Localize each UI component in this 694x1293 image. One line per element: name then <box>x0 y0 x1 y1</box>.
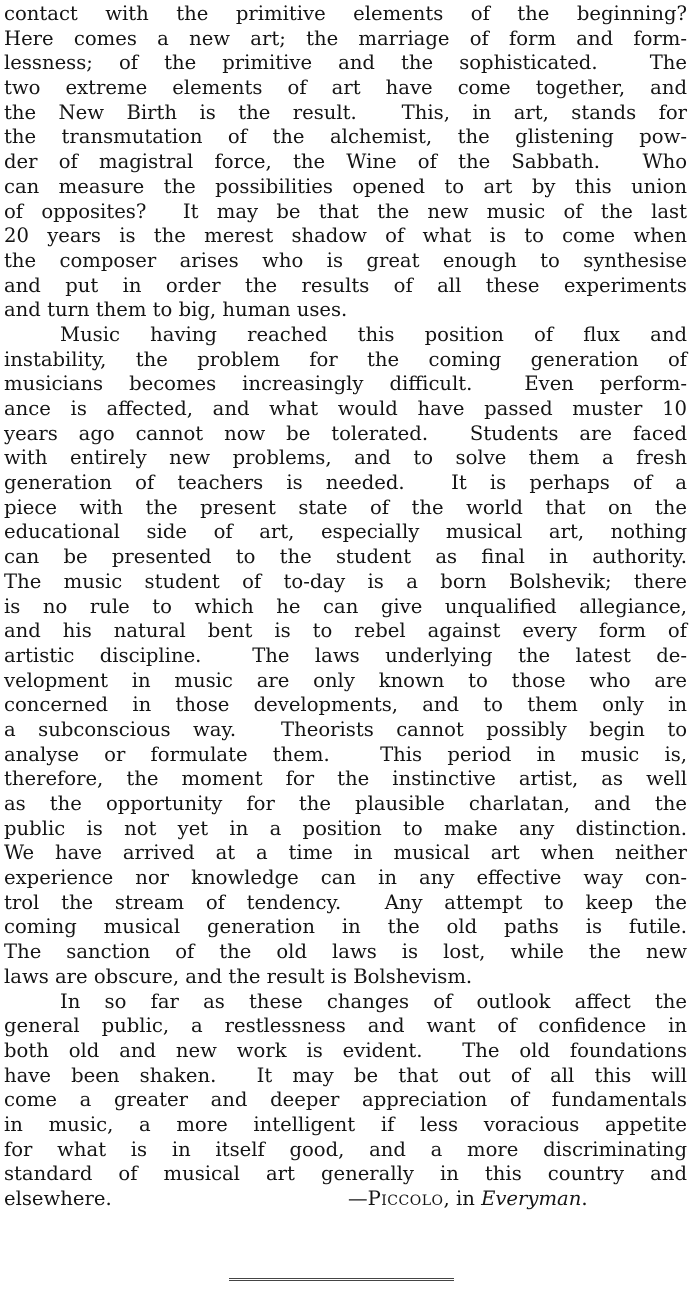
text-line: of opposites? It may be that the new music of the last <box>4 199 687 223</box>
text-line: and his natural bent is to rebel against every form of <box>4 619 687 643</box>
text-line: trol the stream of tendency. Any attempt to keep the <box>4 890 687 914</box>
text-line: velopment in music are only known to those who are <box>4 668 687 692</box>
text-line: generation of teachers is needed. It is perhaps of a <box>4 471 687 495</box>
text-line: general public, a restlessness and want of confidence in <box>4 1014 687 1038</box>
text-line: in music, a more intelligent if less voracious appetite <box>4 1112 687 1136</box>
text-line: musicians becomes increasingly difficult. Even perform- <box>4 372 687 396</box>
text-line: The sanction of the old laws is lost, while the new <box>4 940 687 964</box>
text-line: is no rule to which he can give unqualified allegiance, <box>4 594 687 618</box>
text-line: coming musical generation in the old paths is futile. <box>4 915 687 939</box>
text-line: the transmutation of the alchemist, the glistening pow- <box>4 125 687 149</box>
text-line: Music having reached this position of flux and <box>60 322 687 346</box>
closing-word: elsewhere. <box>4 1187 112 1210</box>
closing-line <box>4 1187 687 1212</box>
publication-name: Everyman <box>481 1187 582 1210</box>
text-line: The music student of to-day is a born Bolshevik; there <box>4 569 687 593</box>
text-line: piece with the present state of the world that on the <box>4 495 687 519</box>
text-line: a subconscious way. Theorists cannot possibly begin to <box>4 717 687 741</box>
text-line: come a greater and deeper appreciation of fundamentals <box>4 1088 687 1112</box>
attribution <box>348 1187 588 1212</box>
paragraph-2 <box>4 323 687 990</box>
text-line: can measure the possibilities opened to art by this union <box>4 174 687 198</box>
attribution-dash: — <box>348 1187 368 1210</box>
text-line: analyse or formulate them. This period in music is, <box>4 742 687 766</box>
text-line: therefore, the moment for the instinctive artist, as well <box>4 767 687 791</box>
text-line: ance is affected, and what would have passed muster 10 <box>4 397 687 420</box>
text-line: educational side of art, especially musical art, nothing <box>4 520 687 544</box>
text-line: 20 years is the merest shadow of what is to come when <box>4 224 687 248</box>
text-line: with entirely new problems, and to solve them a fresh <box>4 446 687 470</box>
text-line: both old and new work is evident. The old foundations <box>4 1038 687 1062</box>
text-line: In so far as these changes of outlook affect the <box>60 989 687 1013</box>
text-line: and put in order the results of all these experiments <box>4 273 687 297</box>
text-line: der of magistral force, the Wine of the Sabbath. Who <box>4 150 687 174</box>
text-line: years ago cannot now be tolerated. Students are faced <box>4 421 687 445</box>
text-line: two extreme elements of art have come together, and <box>4 76 687 100</box>
paragraph-3 <box>4 990 687 1212</box>
attribution-period: . <box>581 1187 588 1210</box>
text-line: Here comes a new art; the marriage of form and form- <box>4 26 687 50</box>
author-name: Piccolo <box>367 1187 444 1210</box>
text-line: concerned in those developments, and to them only in <box>4 693 687 717</box>
text-line: can be presented to the student as final in authority. <box>4 545 687 569</box>
text-line: public is not yet in a position to make any distinction. <box>4 816 687 840</box>
text-line: experience nor knowledge can in any effective way con- <box>4 866 687 890</box>
text-line: lessness; of the primitive and the sophisticated. The <box>4 51 687 75</box>
text-line: and turn them to big, human uses. <box>4 298 348 322</box>
section-divider <box>229 1278 454 1281</box>
text-line: laws are obscure, and the result is Bolshevism. <box>4 964 473 988</box>
text-line: have been shaken. It may be that out of all this will <box>4 1063 687 1087</box>
text-line: the New Birth is the result. This, in art, stands for <box>4 100 687 124</box>
attribution-connector: , in <box>443 1187 482 1210</box>
text-line: standard of musical art generally in this country and <box>4 1162 687 1186</box>
text-line: the composer arises who is great enough to synthesise <box>4 248 687 272</box>
article-column <box>4 2 687 1212</box>
text-line: instability, the problem for the coming generation of <box>4 347 687 371</box>
text-line: We have arrived at a time in musical art when neither <box>4 841 687 865</box>
paragraph-1 <box>4 2 687 323</box>
text-line: for what is in itself good, and a more discriminating <box>4 1137 687 1161</box>
text-line: contact with the primitive elements of the beginning? <box>4 2 687 25</box>
text-line: artistic discipline. The laws underlying the latest de- <box>4 643 687 667</box>
text-line: as the opportunity for the plausible charlatan, and the <box>4 792 687 815</box>
